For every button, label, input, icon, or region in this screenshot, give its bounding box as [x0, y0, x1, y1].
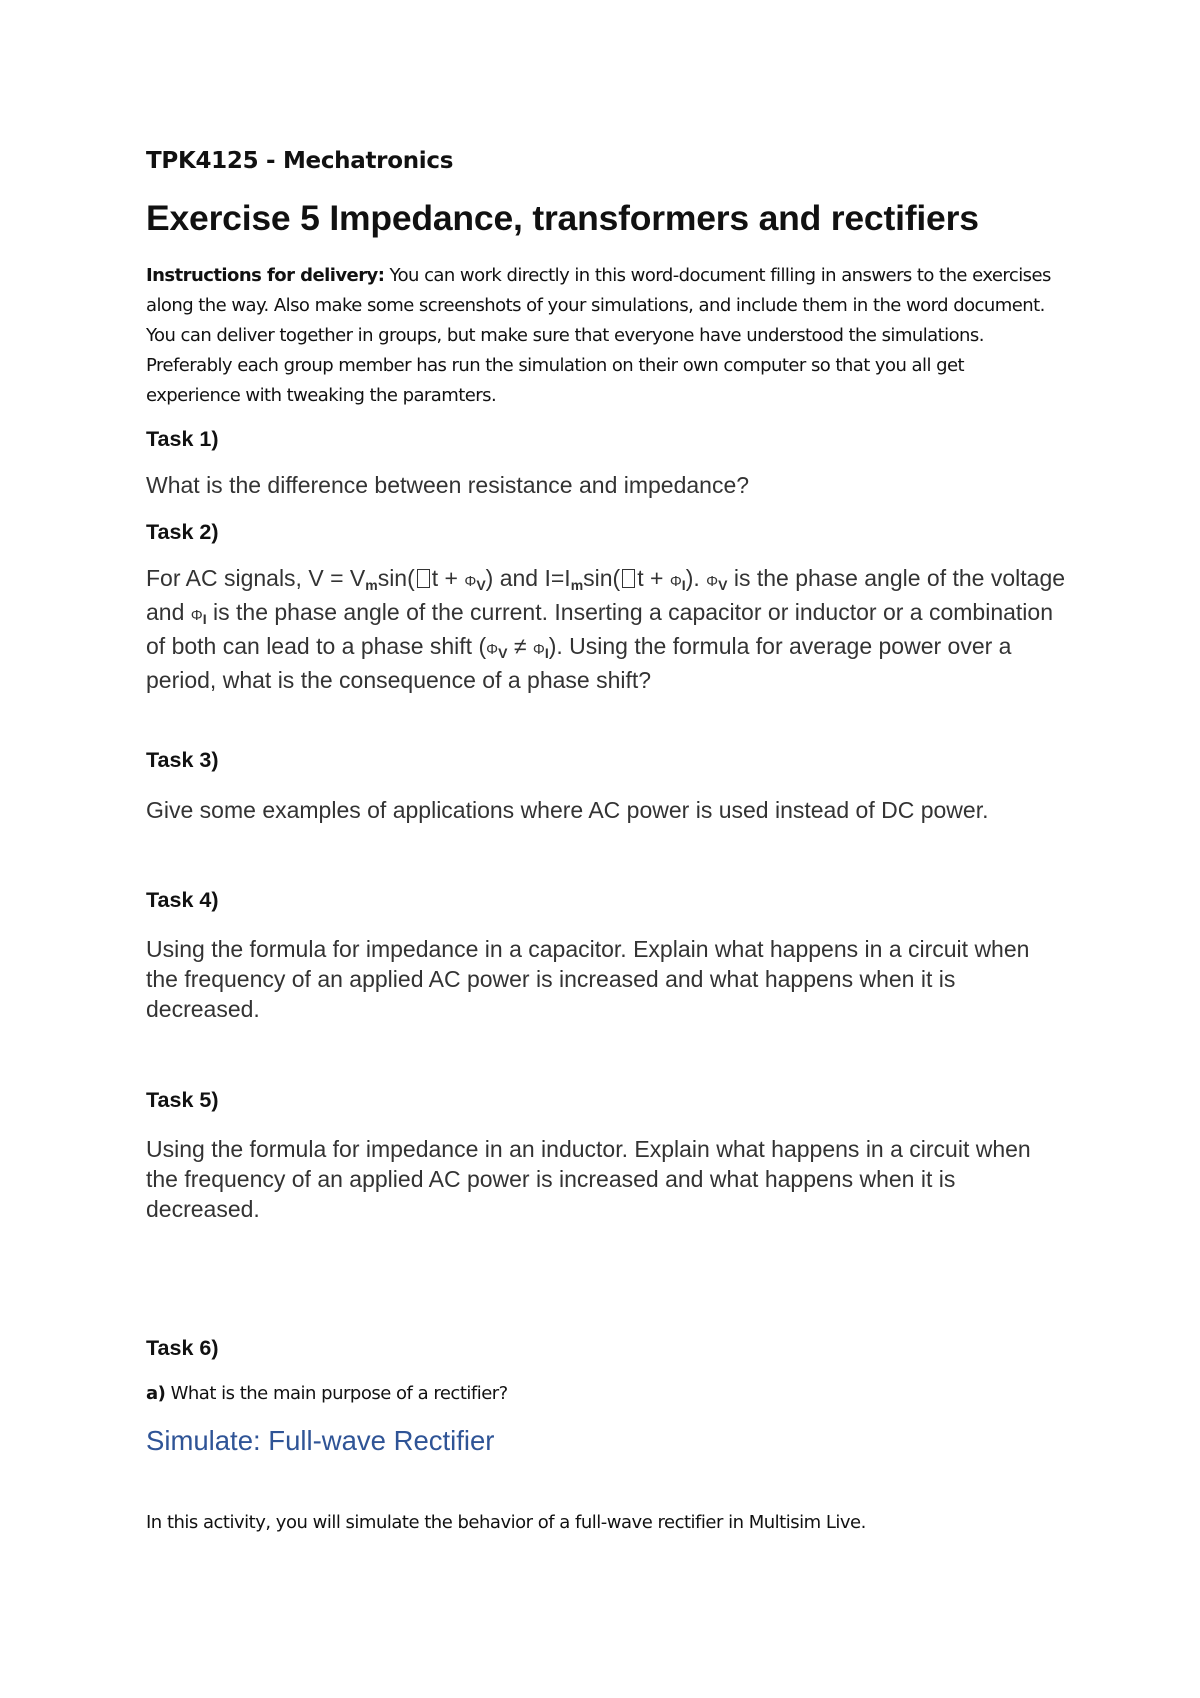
simulate-heading: Simulate: Full-wave Rectifier [146, 1425, 495, 1456]
task3-heading: Task 3) [146, 748, 219, 772]
exercise-title: Exercise 5 Impedance, transformers and rectifiers [146, 198, 979, 238]
task1-body: What is the difference between resistance and impedance? [146, 472, 750, 498]
instructions-text: You can work directly in this word-document filling in answers to the exercises along the way. Also make some screenshots of your simulations, and include them in the word document. You can deliver together in groups, but make sure that everyone have understood the simulations. Preferably each group member has run the simulation on their own computer so that you all get experience with tweaking the paramters. [146, 265, 1051, 406]
omega-glyph [622, 569, 635, 588]
task3-body: Give some examples of applications where AC power is used instead of DC power. [146, 797, 989, 823]
task6-heading: Task 6) [146, 1336, 219, 1360]
task2-heading: Task 2) [146, 520, 219, 544]
instructions-label: Instructions for delivery: [146, 265, 385, 286]
task4-body: Using the formula for impedance in a capacitor. Explain what happens in a circuit when the frequency of an applied AC power is increased and what happens when it is decreased. [146, 936, 1030, 1022]
task1-heading: Task 1) [146, 427, 219, 451]
activity-text: In this activity, you will simulate the behavior of a full-wave rectifier in Multisim Live. [146, 1512, 866, 1533]
task5-body: Using the formula for impedance in an inductor. Explain what happens in a circuit when the frequency of an applied AC power is increased and what happens when it is decreased. [146, 1136, 1031, 1222]
task6a-question: a) What is the main purpose of a rectifier? [146, 1383, 508, 1404]
task5-heading: Task 5) [146, 1088, 219, 1112]
task2-body: For AC signals, $V = V_m\sin$( $t + \Phi_V$) and $I=I_m\sin$( $t + \Phi_I$). $\Phi_V$ is the phase angle of the voltage and $\Phi_I$ is the phase angle of the current. Inserting a capacitor or inductor or a combination of both can lead to a phase shift $(\Phi_V \ne \Phi_I)$. Using the formula for average power over a period, what is the consequence of a phase shift? [146, 565, 1066, 693]
instructions-paragraph [146, 261, 1056, 411]
task4-heading: Task 4) [146, 888, 219, 912]
course-title: TPK4125 - Mechatronics [146, 148, 454, 174]
omega-glyph [417, 569, 430, 588]
